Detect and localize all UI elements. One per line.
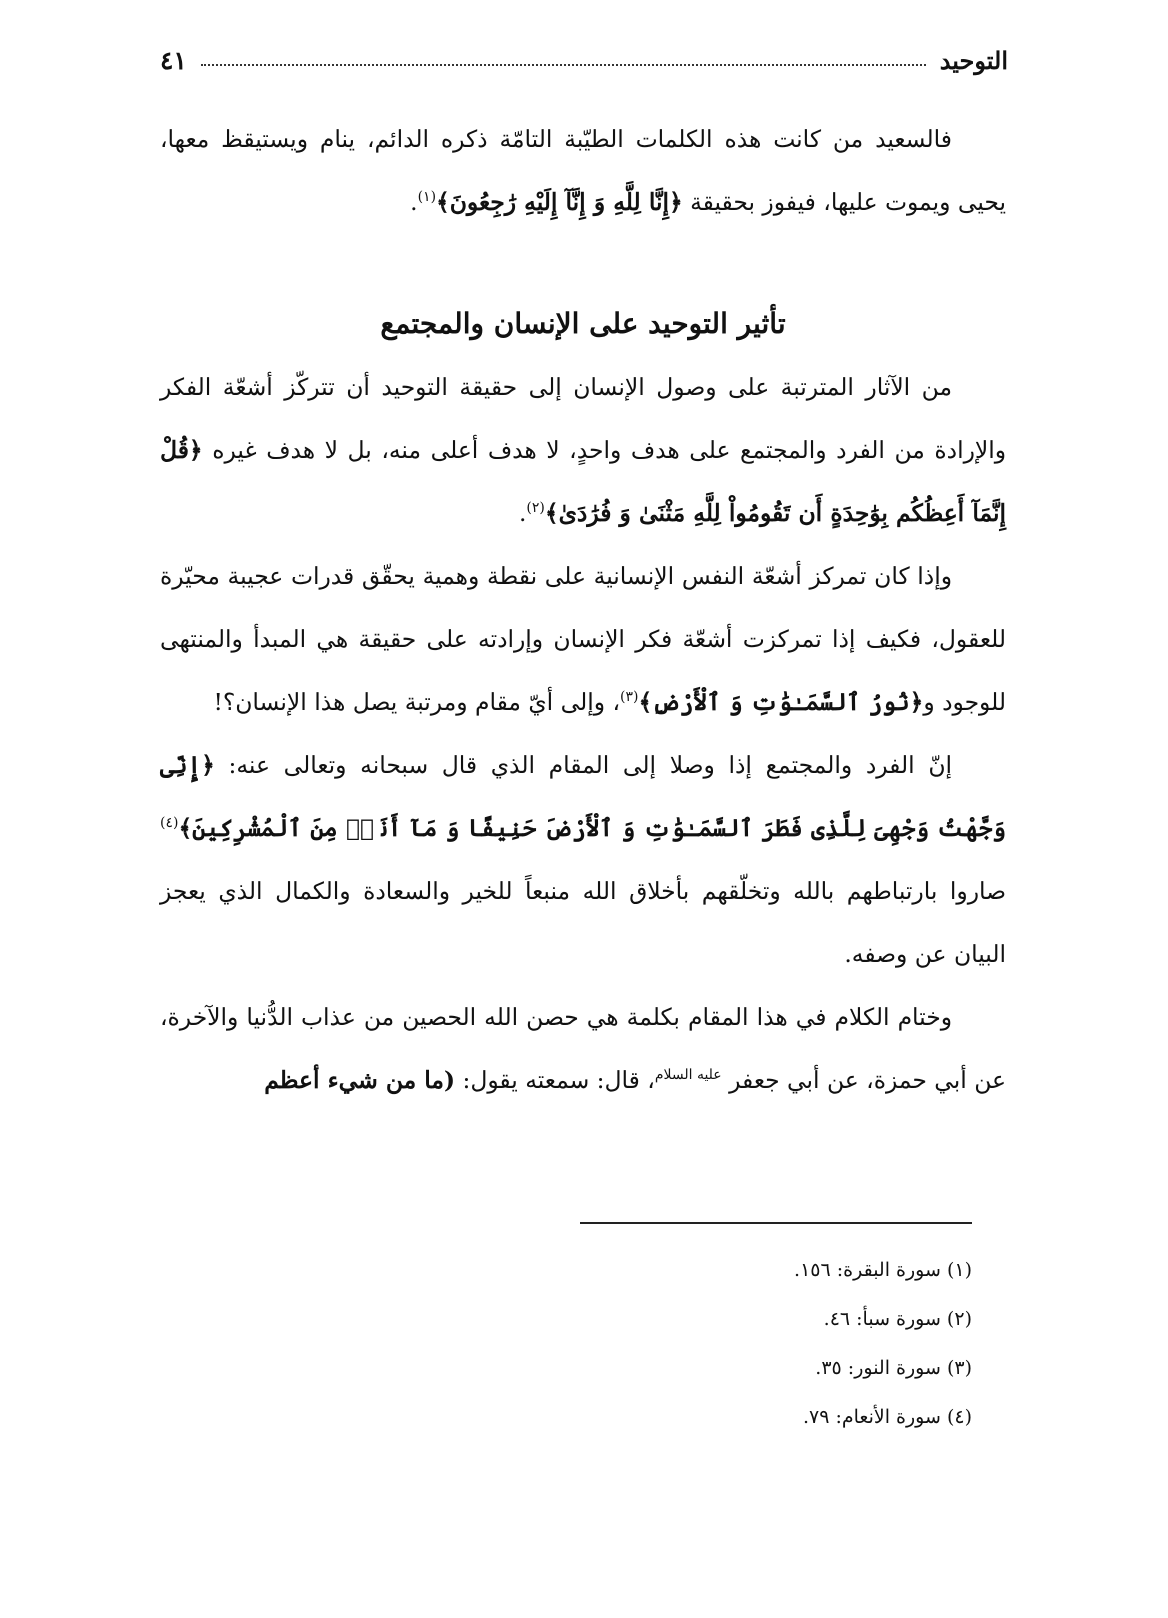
footnotes (372, 1246, 972, 1442)
paragraph-5-text-before: وختام الكلام في هذا المقام بكلمة هي حصن الله الحصين من عذاب الدُّنيا والآخرة، عن أبي حمزة، عن أبي جعفر (160, 1003, 1006, 1094)
paragraph-1-text: فالسعيد من كانت هذه الكلمات الطيّبة التامّة ذكره الدائم، ينام ويستيقظ معها، يحيى ويموت عليها، فيفوز بحقيقة (160, 125, 1006, 216)
section-heading: تأثير التوحيد على الإنسان والمجتمع (380, 307, 786, 340)
paragraph-5-bold-tail: (ما من شيء أعظم (264, 1066, 456, 1094)
paragraph-3-text-before: وإذا كان تمركز أشعّة النفس الإنسانية على نقطة وهمية يحقّق قدرات عجيبة محيّرة للعقول، فكيف إذا تمركزت أشعّة فكر الإنسان وإرادته على حقيقة هي المبدأ والمنتهى للوجود و (160, 562, 1006, 716)
footnote-4: (٤) سورة الأنعام: ٧٩. (802, 1406, 972, 1428)
footnote-ref-2: (٢) (526, 500, 545, 517)
paragraph-2-end: . (518, 499, 527, 527)
paragraph-5 (160, 986, 1006, 1112)
page-number: ٤١ (160, 45, 187, 75)
paragraph-1-end: . (410, 188, 418, 216)
paragraph-2-text: من الآثار المترتبة على وصول الإنسان إلى حقيقة التوحيد أن تتركّز أشعّة الفكر والإرادة من الفرد والمجتمع على هدف واحدٍ، لا هدف أعلى منه، بل لا هدف غيره (160, 373, 1007, 464)
body-text (160, 108, 1006, 1112)
running-head (160, 40, 1008, 80)
paragraph-5-text-after: ، قال: سمعته يقول: (462, 1066, 655, 1094)
paragraph-2 (160, 356, 1006, 545)
quran-quote-4: ﴿إِنِّى وَجَّهْتُ وَجْهِىَ لِلَّذِى فَطَرَ ٱلسَّمَـٰوَٰتِ وَ ٱلْأَرْضَ حَنِيفًا وَ مَآ أَنَا۠ مِنَ ٱلْمُشْرِكِينَ﴾ (160, 751, 1006, 842)
paragraph-4 (160, 734, 1006, 986)
footnote-1: (١) سورة البقرة: ١٥٦. (794, 1259, 972, 1281)
footnote-ref-1: (١) (417, 189, 437, 206)
footnote-separator (580, 1222, 972, 1224)
paragraph-4-text-after: صاروا بارتباطهم بالله وتخلّقهم بأخلاق الله منبعاً للخير والسعادة والكمال الذي يعجز البيان عن وصفه. (160, 877, 1006, 968)
footnote-ref-3: (٣) (620, 689, 639, 706)
quran-quote-3: ﴿نُورُ ٱلسَّمَـٰوَٰتِ وَ ٱلْأَرْضِ﴾ (638, 688, 924, 716)
footnote-ref-4: (٤) (160, 815, 179, 832)
quran-quote-1: ﴿إِنَّا لِلَّهِ وَ إِنَّآ إِلَيْهِ رَٰجِعُونَ﴾ (436, 188, 683, 216)
footnote-3: (٣) سورة النور: ٣٥. (815, 1357, 972, 1379)
paragraph-1 (160, 108, 1006, 234)
footnote-2: (٢) سورة سبأ: ٤٦. (823, 1308, 972, 1330)
paragraph-4-text-before: إنّ الفرد والمجتمع إذا وصلا إلى المقام الذي قال سبحانه وتعالى عنه: (228, 751, 953, 779)
running-head-title: التوحيد (939, 45, 1008, 75)
running-head-dot-leader (201, 64, 926, 66)
paragraph-3-text-after: ، وإلى أيّ مقام ومرتبة يصل هذا الإنسان؟! (213, 688, 621, 716)
paragraph-3 (160, 545, 1006, 734)
quran-quote-2: ﴿قُلْ إِنَّمَآ أَعِظُكُم بِوَٰحِدَةٍ أَن تَقُومُواْ لِلَّهِ مَثْنَىٰ وَ فُرَٰدَىٰ﴾ (160, 436, 1006, 527)
honorific-ligature: عليه السلام (654, 1067, 722, 1084)
section-gap (160, 234, 1006, 292)
